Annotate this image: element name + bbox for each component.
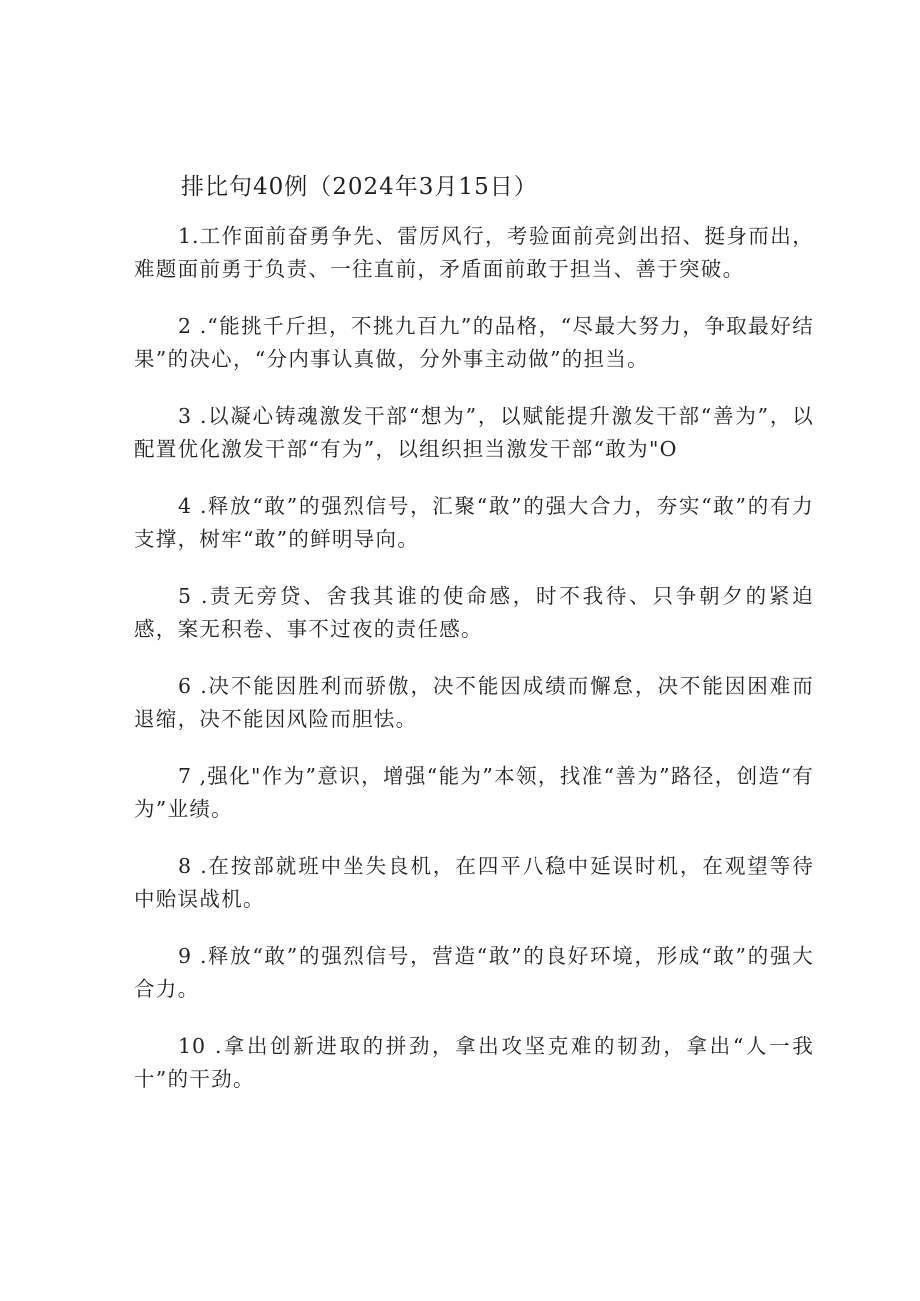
item-number: 2 .	[178, 314, 208, 338]
item-text: 责无旁贷、舍我其谁的使命感，时不我待、只争朝夕的紧迫感，案无积卷、事不过夜的责任感。	[134, 584, 814, 641]
list-item	[134, 580, 814, 646]
item-number: 3 .	[178, 404, 208, 428]
item-text: “能挑千斤担，不挑九百九”的品格，“尽最大努力，争取最好结果”的决心，“分内事认真做，分外事主动做”的担当。	[134, 314, 815, 371]
item-text: 强化"作为”意识，增强“能为”本领，找准“善为”路径，创造“有为”业绩。	[134, 764, 815, 821]
item-number: 4 .	[178, 494, 208, 518]
list-item	[134, 490, 814, 556]
list-item	[134, 940, 814, 1006]
list-item	[134, 670, 814, 736]
list-item	[134, 850, 814, 916]
item-number: 8 .	[178, 854, 208, 878]
item-text: 工作面前奋勇争先、雷厉风行，考验面前亮剑出招、挺身而出，难题面前勇于负责、一往直前，矛盾面前敢于担当、善于突破。	[134, 224, 814, 281]
item-text: 决不能因胜利而骄傲，决不能因成绩而懈怠，决不能因困难而退缩，决不能因风险而胆怯。	[134, 674, 814, 731]
item-number: 1.	[178, 224, 200, 248]
item-text: 释放“敢”的强烈信号，营造“敢”的良好环境，形成“敢”的强大合力。	[134, 944, 814, 1001]
item-number: 7 ,	[178, 764, 208, 788]
item-text: 以凝心铸魂激发干部“想为”，以赋能提升激发干部“善为”，以配置优化激发干部“有为”，以组织担当激发干部“敢为"O	[134, 404, 815, 461]
item-number: 6 .	[178, 674, 208, 698]
list-item	[134, 220, 814, 286]
sentence-list	[134, 220, 814, 1120]
list-item	[134, 1030, 814, 1096]
item-number: 9 .	[178, 944, 208, 968]
item-number: 5 .	[178, 584, 209, 608]
item-text: 释放“敢”的强烈信号，汇聚“敢”的强大合力，夯实“敢”的有力支撑，树牢“敢”的鲜明导向。	[134, 494, 814, 551]
list-item	[134, 310, 814, 376]
item-text: 拿出创新进取的拼劲，拿出攻坚克难的韧劲，拿出“人一我十”的干劲。	[134, 1034, 815, 1091]
item-text: 在按部就班中坐失良机，在四平八稳中延误时机，在观望等待中贻误战机。	[134, 854, 814, 911]
list-item	[134, 400, 814, 466]
list-item	[134, 760, 814, 826]
item-number: 10 .	[178, 1034, 223, 1058]
document-title: 排比句40例（2024年3月15日）	[181, 174, 538, 200]
